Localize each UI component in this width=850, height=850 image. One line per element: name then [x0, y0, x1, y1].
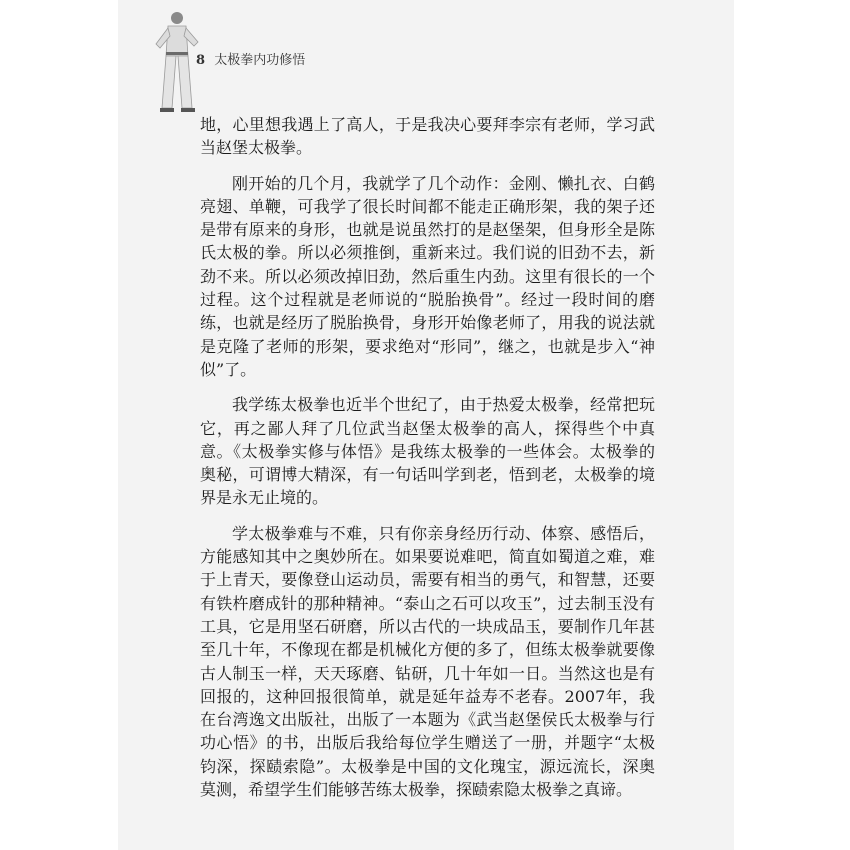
- book-title: 太极拳内功修悟: [214, 53, 306, 68]
- paragraph: 学太极拳难与不难，只有你亲身经历行动、体察、感悟后，方能感知其中之奥妙所在。如果要说难吧，简直如蜀道之难，难于上青天，要像登山运动员，需要有相当的勇气，和智慧，还要有铁杵磨成针的那种精神。“泰山之石可以攻玉”，过去制玉没有工具，它是用坚石研磨，所以古代的一块成品玉，要制作几年甚至几十年，不像现在都是机械化方便的多了，但练太极拳就要像古人制玉一样，天天琢磨、钻研，几十年如一日。当然这也是有回报的，这种回报很简单，就是延年益寿不老春。2007年，我在台湾逸文出版社，出版了一本题为《武当赵堡侯氏太极拳与行功心悟》的书，出版后我给每位学生赠送了一册，并题字“太极钧深，探赜索隐”。太极拳是中国的文化瑰宝，源远流长，深奥莫测，希望学生们能够苦练太极拳，探赜索隐太极拳之真谛。: [200, 523, 655, 800]
- page-number: 8: [196, 53, 206, 68]
- taichi-figure-image: [150, 8, 202, 116]
- body-text: [200, 113, 655, 813]
- paragraph: 地，心里想我遇上了高人，于是我决心要拜李宗有老师，学习武当赵堡太极拳。: [200, 115, 655, 158]
- paragraph: 刚开始的几个月，我就学了几个动作：金刚、懒扎衣、白鹤亮翅、单鞭，可我学了很长时间都不能走正确形架，我的架子还是带有原来的身形，也就是说虽然打的是赵堡架，但身形全是陈氏太极的拳。所以必须推倒，重新来过。我们说的旧劲不去，新劲不来。所以必须改掉旧劲，然后重生内劲。这里有很长的一个过程。这个过程就是老师说的“脱胎换骨”。经过一段时间的磨练，也就是经历了脱胎换骨，身形开始像老师了，用我的说法就是克隆了老师的形架，要求绝对“形同”，继之，也就是步入“神似”了。: [200, 173, 655, 379]
- paragraph: 我学练太极拳也近半个世纪了，由于热爱太极拳，经常把玩它，再之鄙人拜了几位武当赵堡太极拳的高人，探得些个中真意。《太极拳实修与体悟》是我练太极拳的一些体会。太极拳的奥秘，可谓博大精深，有一句话叫学到老，悟到老，太极拳的境界是永无止境的。: [200, 395, 655, 508]
- running-head: [196, 49, 305, 68]
